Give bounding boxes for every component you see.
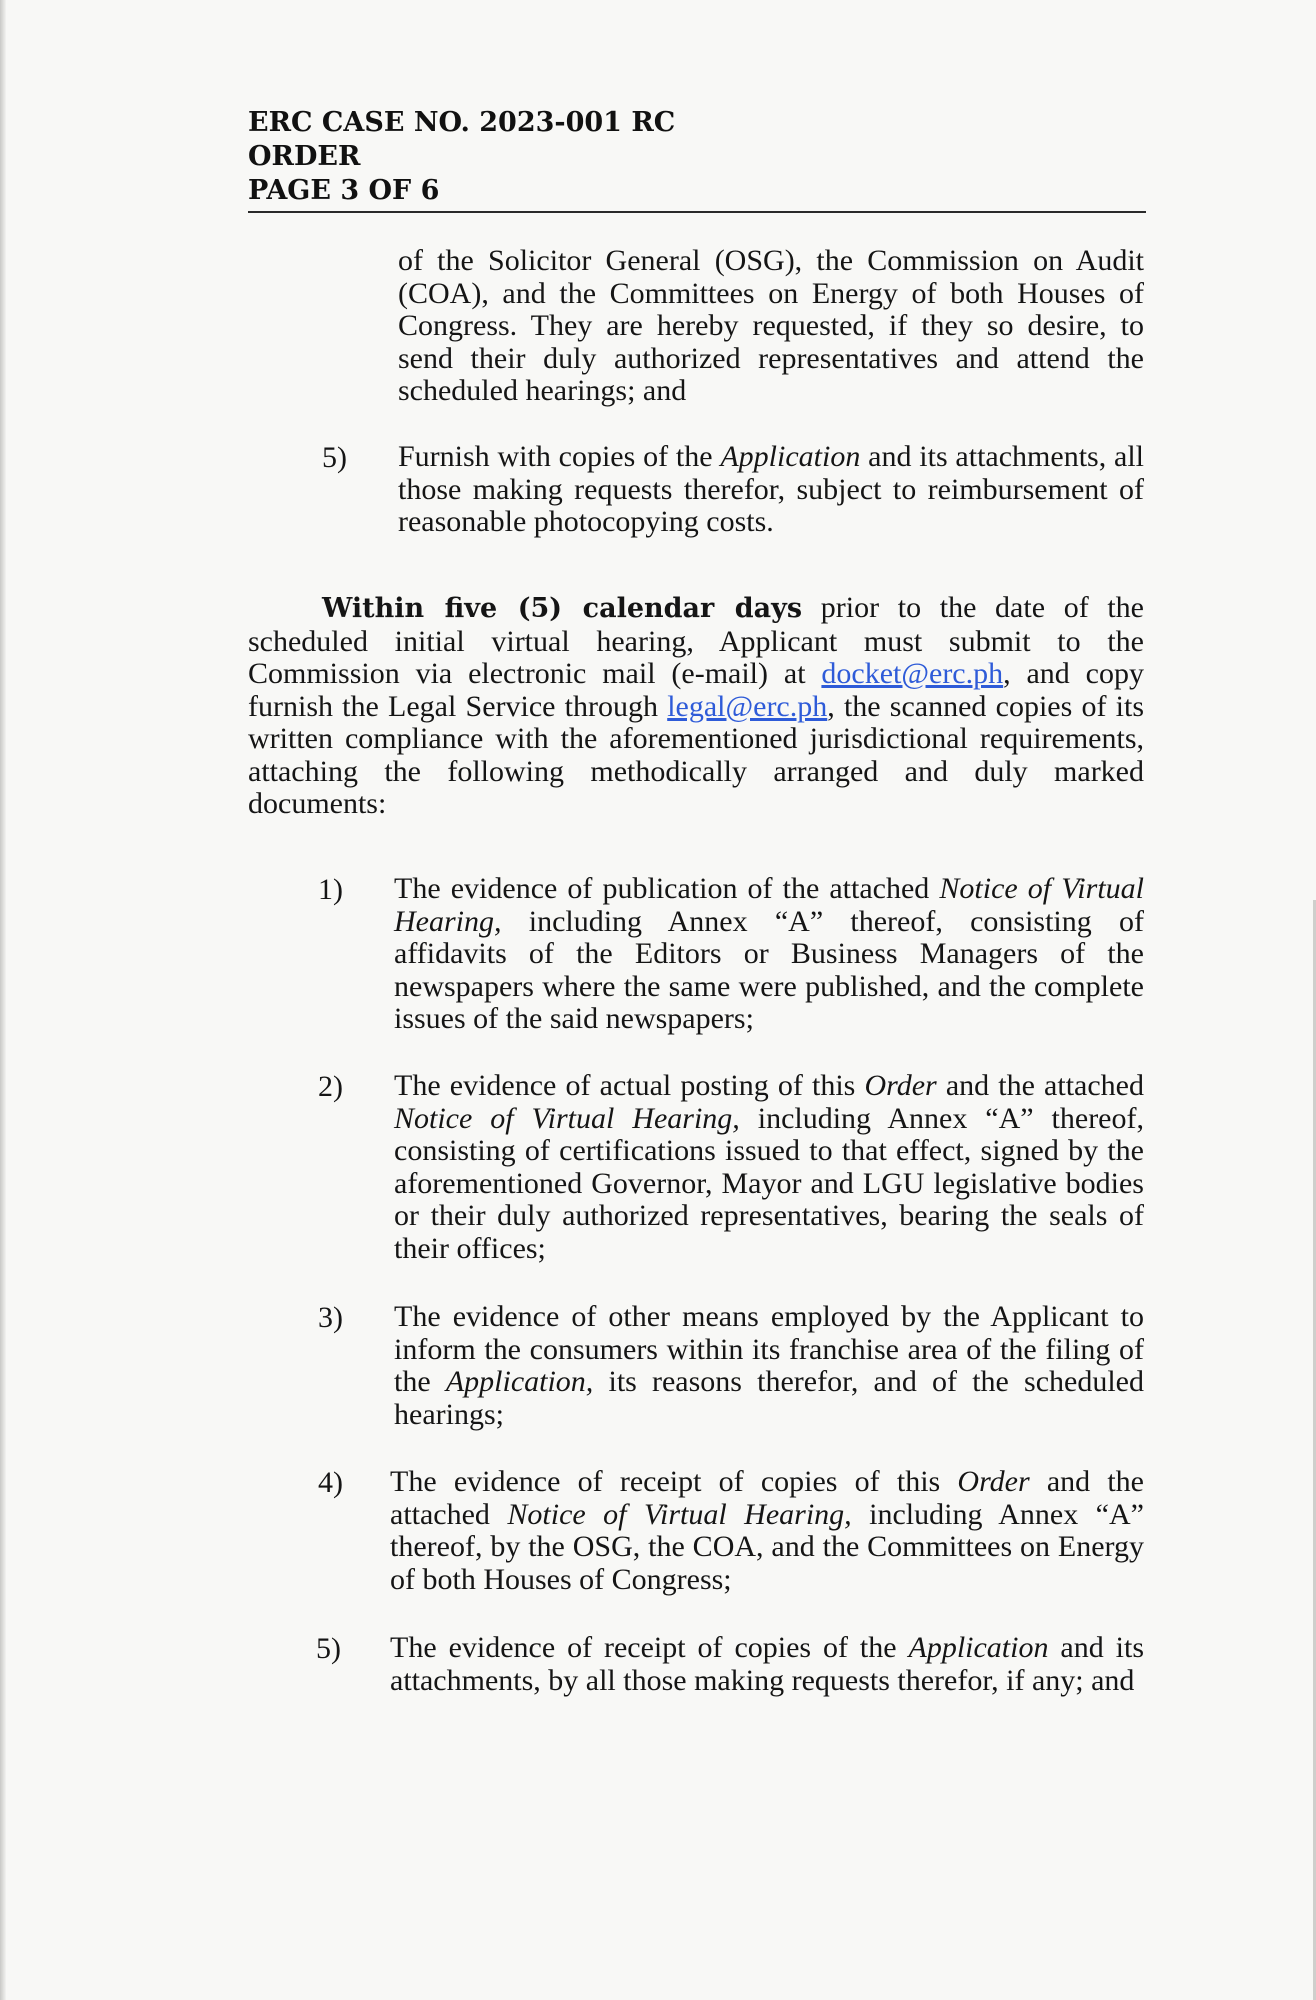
list-item-number: 1) bbox=[318, 873, 343, 906]
document-header bbox=[248, 106, 1148, 208]
list-item: The evidence of receipt of copies of this Order and the attached Notice of Virtual Hearing, including Annex “A” thereof, by the OSG, the COA, and the Committees on Energy of both Houses of Congress; bbox=[390, 1465, 1144, 1596]
list-item: The evidence of other means employed by the Applicant to inform the consumers within its franchise area of the filing of the Application, its reasons therefor, and of the scheduled hearings; bbox=[394, 1300, 1144, 1431]
list-item: The evidence of receipt of copies of the Application and its attachments, by all those making requests therefor, if any; and bbox=[390, 1631, 1144, 1697]
list-item: The evidence of publication of the attached Notice of Virtual Hearing, including Annex “A” thereof, consisting of affidavits of the Editors or Business Managers of the newspapers where the same were published, and the complete issues of the said newspapers; bbox=[394, 872, 1144, 1035]
submission-paragraph: Within five (5) calendar days prior to the date of the scheduled initial virtual hearing, Applicant must submit to the Commission via electronic mail (e-mail) at docket@erc.ph, and copy furnish the Legal Service through legal@erc.ph, the scanned copies of its written compliance with the aforementioned jurisdictional requirements, attaching the following methodically arranged and duly marked documents: bbox=[248, 591, 1144, 820]
list-item-number: 2) bbox=[318, 1070, 343, 1103]
document-type: ORDER bbox=[248, 141, 361, 172]
list-item-number: 4) bbox=[318, 1466, 343, 1499]
list-item-number: 5) bbox=[316, 1632, 341, 1665]
scan-shadow-left bbox=[0, 0, 6, 2000]
continuation-paragraph: of the Solicitor General (OSG), the Commission on Audit (COA), and the Committees on Energy of both Houses of Congress. They are hereby requested, if they so desire, to send their duly authorized representatives and attend the scheduled hearings; and bbox=[398, 244, 1144, 407]
docket-email-link[interactable]: docket@erc.ph bbox=[821, 657, 1004, 690]
list-item: The evidence of actual posting of this Order and the attached Notice of Virtual Hearing, including Annex “A” thereof, consisting of certifications issued to that effect, signed by the aforementioned Governor, Mayor and LGU legislative bodies or their duly authorized representatives, bearing the seals of their offices; bbox=[394, 1069, 1144, 1265]
case-number: ERC CASE NO. 2023-001 RC bbox=[248, 107, 676, 138]
legal-email-link[interactable]: legal@erc.ph bbox=[667, 689, 828, 723]
list-item-number: 3) bbox=[318, 1301, 343, 1334]
deadline-phrase: Within five (5) calendar days bbox=[322, 593, 803, 624]
header-divider bbox=[248, 211, 1146, 213]
list-item: Furnish with copies of the Application and its attachments, all those making requests therefor, subject to reimbursement of reasonable photocopying costs. bbox=[398, 440, 1145, 538]
list-item-number: 5) bbox=[322, 441, 347, 474]
page-indicator: PAGE 3 OF 6 bbox=[248, 175, 440, 206]
